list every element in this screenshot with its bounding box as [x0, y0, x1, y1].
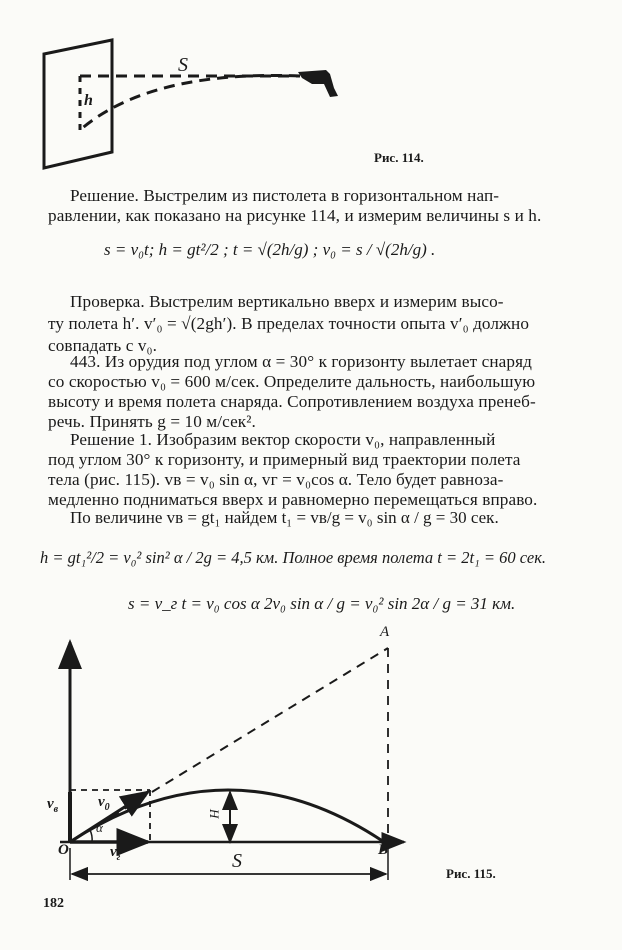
figure-115-caption: Рис. 115. — [446, 866, 496, 881]
check-line-3: совпадать с v₀. — [48, 336, 158, 355]
solution-443-line-4: медленно подниматься вверх и равномерно перемещаться вправо. — [48, 490, 538, 509]
problem-443-line-4: речь. Принять g = 10 м/сек². — [48, 412, 256, 431]
label-alpha: α — [96, 820, 103, 835]
problem-443-line-2: со скоростью v₀ = 600 м/сек. Определите дальность, наибольшую — [48, 372, 536, 391]
formula-3: h = gt₁²/2 = v₀² sin² α / 2g = 4,5 км. Полное время полета t = 2t₁ = 60 сек. — [40, 548, 547, 567]
label-O: O — [58, 842, 69, 858]
trajectory — [70, 790, 384, 842]
solution-line-2: равлении, как показано на рисунке 114, и измерим величины s и h. — [48, 206, 542, 225]
check-line-1: Проверка. Выстрелим вертикально вверх и измерим высо- — [70, 292, 504, 311]
formula-4: s = v_г t = v₀ cos α 2v₀ sin α / g = v₀² sin 2α / g = 31 км. — [128, 594, 516, 613]
label-v0: $v_0$ — [98, 794, 110, 813]
label-vg: $v_г$ — [110, 844, 121, 863]
problem-443-line-3: высоту и время полета снаряда. Сопротивлением воздуха пренеб- — [48, 392, 536, 411]
formula-2: По величине vв = gt₁ найдем t₁ = vв/g = v₀ sin α / g = 30 сек. — [70, 508, 499, 527]
solution-line-1: Решение. Выстрелим из пистолета в горизонтальном нап- — [70, 186, 500, 205]
solution-443-line-3: тела (рис. 115). vв = v₀ sin α, vг = v₀cos α. Тело будет равноза- — [48, 470, 504, 489]
check-line-2: ту полета h′. v′₀ = √(2gh′). В пределах точности опыта v′₀ должно — [48, 314, 530, 333]
label-vb: $v_в$ — [47, 796, 59, 815]
label-S: S — [232, 850, 242, 872]
problem-443-line-1: 443. Из орудия под углом α = 30° к горизонту вылетает снаряд — [70, 352, 532, 371]
label-A: A — [380, 624, 390, 640]
formula-1: s = v₀t; h = gt²/2 ; t = √(2h/g) ; v₀ = s / √(2h/g) . — [104, 240, 436, 259]
page-number: 182 — [43, 896, 64, 911]
label-B: B — [378, 842, 389, 858]
solution-443-line-2: под углом 30° к горизонту, и примерный вид траектории полета — [48, 450, 521, 469]
figure-114-caption: Рис. 114. — [374, 150, 424, 165]
solution-443-line-1: Решение 1. Изобразим вектор скорости v₀, направленный — [70, 430, 496, 449]
fig114-h-label: h — [84, 92, 93, 109]
label-H: H — [206, 809, 222, 819]
fig114-s-label: S — [178, 54, 188, 76]
